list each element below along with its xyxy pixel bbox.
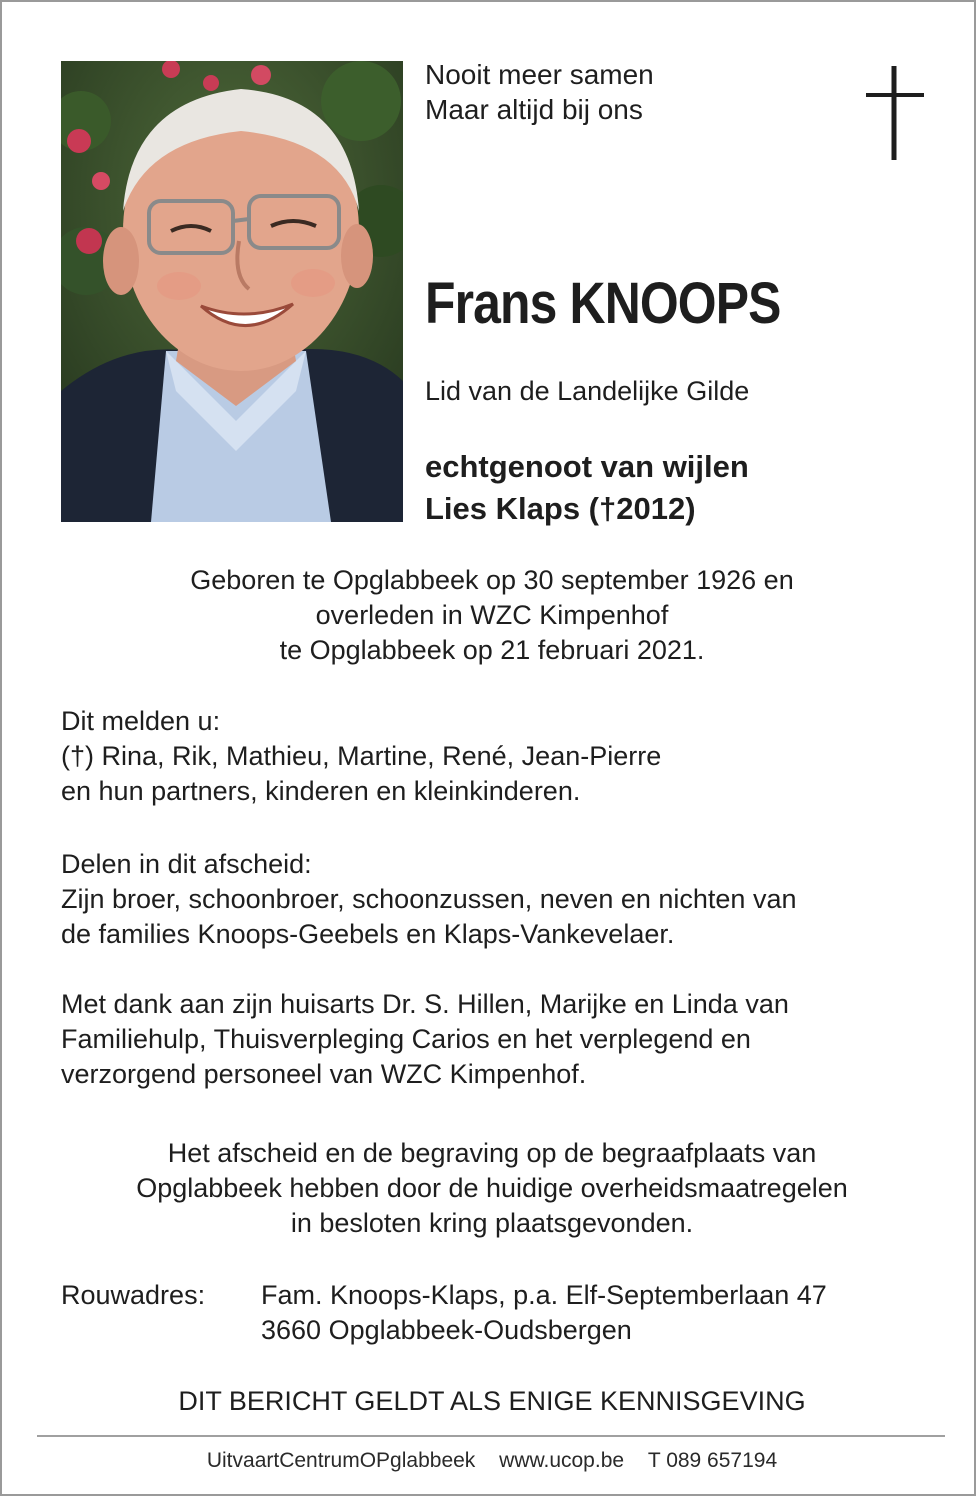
sharing-paragraph [61, 847, 941, 952]
paragraph-line: en hun partners, kinderen en kleinkinderen. [61, 776, 581, 806]
portrait-photo [61, 61, 403, 522]
address-lines [261, 1278, 827, 1348]
footer-company: UitvaartCentrumOPglabbeek [206, 1449, 476, 1472]
address-line: 3660 Opglabbeek-Oudsbergen [261, 1315, 632, 1345]
paragraph-line: te Opglabbeek op 21 februari 2021. [279, 635, 705, 665]
paragraph-line: (†) Rina, Rik, Mathieu, Martine, René, Jean-Pierre [61, 741, 662, 771]
paragraph-line: verzorgend personeel van WZC Kimpenhof. [61, 1059, 587, 1089]
portrait-illustration [61, 61, 403, 522]
paragraph-line: Het afscheid en de begraving op de begraafplaats van [167, 1138, 817, 1168]
deceased-name: Frans KNOOPS [425, 271, 781, 336]
thanks-paragraph [61, 987, 941, 1092]
verse-line: Nooit meer samen [425, 59, 654, 90]
sole-notice: DIT BERICHT GELDT ALS ENIGE KENNISGEVING [178, 1386, 806, 1416]
announcers-paragraph [61, 704, 941, 809]
footer-divider [37, 1435, 945, 1437]
paragraph-line: Zijn broer, schoonbroer, schoonzussen, neven en nichten van [61, 884, 797, 914]
footer-website[interactable]: www.ucop.be [499, 1449, 625, 1472]
address-line: Fam. Knoops-Klaps, p.a. Elf-Septemberlaan 47 [261, 1280, 827, 1310]
paragraph-line: Delen in dit afscheid: [61, 849, 312, 879]
address-label: Rouwadres: [61, 1280, 206, 1310]
paragraph-line: de families Knoops-Geebels en Klaps-Vankevelaer. [61, 919, 675, 949]
spouse-line: Lies Klaps (†2012) [425, 491, 696, 526]
paragraph-line: Opglabbeek hebben door de huidige overheidsmaatregelen [136, 1173, 848, 1203]
cross-icon [866, 66, 924, 160]
footer [42, 1449, 942, 1473]
verse-line: Maar altijd bij ons [425, 94, 643, 125]
spouse-line: echtgenoot van wijlen [425, 449, 749, 484]
paragraph-line: overleden in WZC Kimpenhof [315, 600, 669, 630]
paragraph-line: Dit melden u: [61, 706, 221, 736]
membership-line: Lid van de Landelijke Gilde [425, 376, 750, 406]
footer-phone: T 089 657194 [647, 1449, 778, 1472]
paragraph-line: Geboren te Opglabbeek op 30 september 1926 en [190, 565, 794, 595]
birth-death-paragraph [42, 563, 942, 668]
paragraph-line: Familiehulp, Thuisverpleging Carios en het verplegend en [61, 1024, 751, 1054]
memorial-verse [425, 57, 654, 127]
paragraph-line: in besloten kring plaatsgevonden. [290, 1208, 694, 1238]
spouse-info [425, 446, 749, 530]
funeral-paragraph [42, 1136, 942, 1241]
paragraph-line: Met dank aan zijn huisarts Dr. S. Hillen, Marijke en Linda van [61, 989, 789, 1019]
